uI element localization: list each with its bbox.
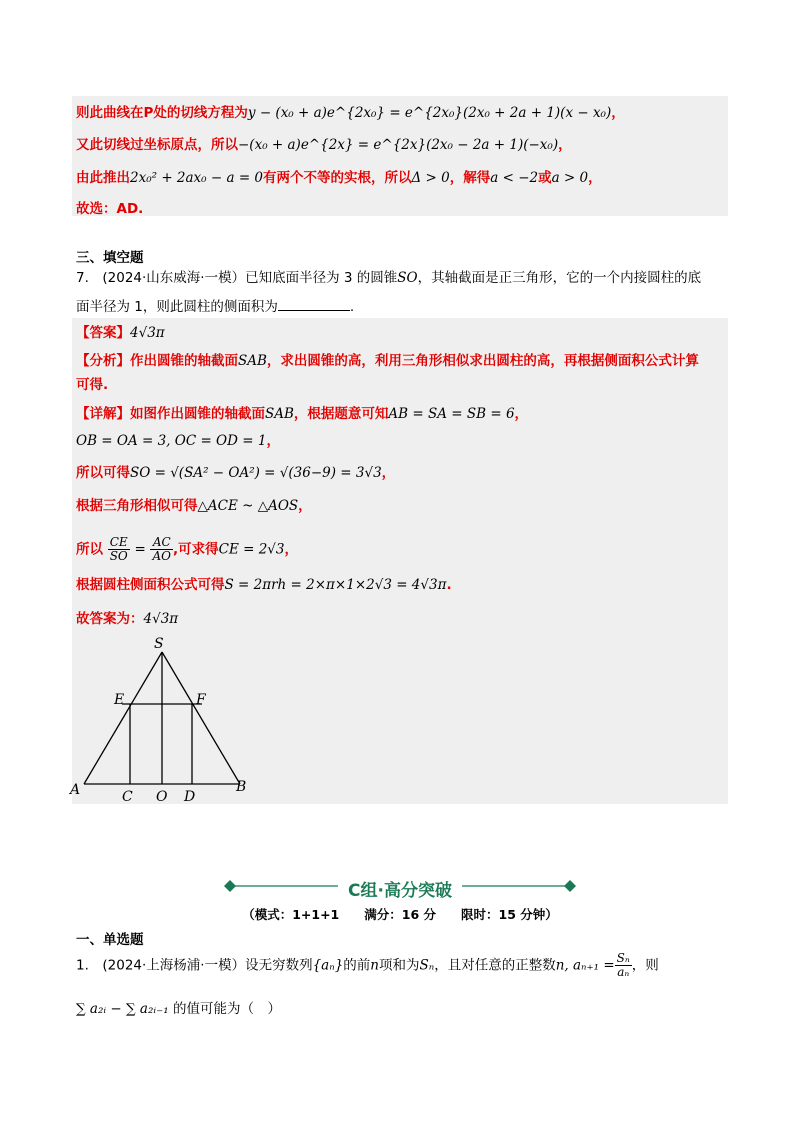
- side-lengths: AB = SA = SB = 6: [388, 406, 515, 422]
- punct: ，: [266, 433, 280, 449]
- final-answer-value: 4√3π: [143, 611, 179, 627]
- question-text: 的值可能为（ ）: [172, 1001, 281, 1017]
- cone-cross-section-figure: [68, 634, 268, 804]
- fraction-numerator: CE: [108, 536, 130, 550]
- fraction-denominator: AO: [152, 549, 171, 563]
- answer-choice: 故选：AD.: [76, 201, 144, 217]
- section-label: SAB: [238, 353, 267, 369]
- similar-triangles: △ACE ~ △AOS: [197, 498, 299, 514]
- punct: ，: [381, 465, 396, 481]
- fraction-denominator: SO: [109, 549, 128, 563]
- fraction-numerator: AC: [150, 536, 173, 550]
- point-label-a: A: [70, 782, 81, 798]
- solution-line-3: [76, 169, 602, 187]
- point-label-o: O: [156, 789, 168, 804]
- group-banner-title: C组·高分突破: [348, 881, 452, 901]
- edge-sa: [84, 652, 162, 784]
- punct: ，: [298, 498, 312, 514]
- punct: ，: [284, 541, 298, 558]
- question-text: 项和为: [379, 957, 420, 974]
- variable-n: n: [370, 957, 379, 974]
- sequence-symbol: {aₙ}: [312, 957, 344, 974]
- cone-label: SO: [397, 270, 418, 286]
- question-1-line-1: [76, 952, 659, 979]
- punct: .: [446, 577, 452, 593]
- punct: ，: [514, 406, 529, 422]
- lateral-area-formula: S = 2πrh = 2×π×1×2√3 = 4√3π: [224, 577, 447, 593]
- detail-text: ,可求得: [173, 541, 219, 558]
- detail-line-5: [76, 536, 298, 563]
- range-a-1: a < −2: [490, 170, 539, 186]
- punct: ，: [558, 137, 572, 153]
- solution-line-1: [76, 104, 625, 122]
- point-label-c: C: [122, 789, 133, 804]
- recurrence: n, aₙ₊₁ =: [555, 957, 615, 974]
- punct: .: [349, 299, 355, 315]
- analysis-text: 可得.: [76, 377, 109, 393]
- equals-sign: =: [134, 541, 146, 558]
- fraction-denominator: aₙ: [617, 965, 630, 979]
- tangent-equation: y − (x₀ + a)e^{2x₀} = e^{2x₀}(2x₀ + 2a + 1)(x − x₀): [247, 105, 612, 121]
- point-label-d: D: [184, 789, 196, 804]
- solution-text: ，解得: [449, 170, 491, 186]
- fraction-ac-ao: [150, 536, 173, 563]
- point-label-e: E: [114, 692, 125, 708]
- answer-label: 【答案】: [76, 325, 130, 341]
- analysis-text: ，求出圆锥的高，利用三角形相似求出圆柱的高，再根据侧面积公式计算: [266, 353, 699, 369]
- fraction-sn-an: [615, 952, 632, 979]
- fraction-ce-so: [108, 536, 130, 563]
- question-text: 1. (2024·上海杨浦·一模）设无穷数列: [76, 957, 313, 974]
- final-answer-line: [76, 610, 178, 628]
- discriminant: Δ > 0: [411, 170, 450, 186]
- analysis-line-1: [76, 352, 699, 370]
- punct: ，: [588, 170, 602, 186]
- origin-equation: −(x₀ + a)e^{2x} = e^{2x}(2x₀ − 2a + 1)(−x₀): [238, 137, 559, 153]
- section-title: 一、单选题: [76, 932, 144, 948]
- answer-blank[interactable]: [278, 296, 350, 311]
- section-label: SAB: [265, 406, 294, 422]
- solution-text: 由此推出: [76, 170, 130, 186]
- section-title: 三、填空题: [76, 250, 144, 266]
- detail-line-1: [76, 405, 528, 423]
- solution-line-2: [76, 136, 572, 154]
- detail-text: 如图作出圆锥的轴截面: [130, 406, 265, 422]
- answer-value: 4√3π: [130, 325, 165, 341]
- range-a-2: a > 0: [551, 170, 589, 186]
- edge-sb: [162, 652, 240, 784]
- punct: ，: [611, 105, 625, 121]
- solution-line-4: [76, 200, 143, 218]
- fraction-numerator: Sₙ: [616, 951, 630, 965]
- partial-sum: Sₙ: [419, 957, 435, 974]
- sum-expression: ∑ a₂ᵢ − ∑ a₂ᵢ₋₁: [76, 1001, 169, 1017]
- quadratic-equation: 2x₀² + 2ax₀ − a = 0: [130, 170, 264, 186]
- detail-line-3: [76, 464, 395, 482]
- solution-text: 则此曲线在P处的切线方程为: [76, 105, 248, 121]
- question-1-line-2: [76, 1000, 281, 1018]
- question-text: 的前: [343, 957, 371, 974]
- ce-value: CE = 2√3: [218, 541, 285, 558]
- point-label-s: S: [154, 636, 164, 652]
- detail-line-4: [76, 497, 312, 515]
- question-text: 面半径为 1，则此圆柱的侧面积为: [76, 299, 278, 315]
- question-7-line-2: [76, 296, 354, 316]
- detail-text: 根据圆柱侧面积公式可得: [76, 577, 225, 593]
- final-answer-label: 故答案为：: [76, 611, 144, 627]
- solution-text: 或: [538, 170, 552, 186]
- solution-text: 有两个不等的实根，所以: [263, 170, 412, 186]
- solution-text: 又此切线过坐标原点，所以: [76, 137, 238, 153]
- answer-line: [76, 324, 165, 342]
- detail-line-2: [76, 432, 280, 450]
- detail-text: 所以可得: [76, 465, 130, 481]
- analysis-line-2: [76, 376, 108, 394]
- detail-label: 【详解】: [76, 406, 130, 422]
- detail-text: ，根据题意可知: [293, 406, 389, 422]
- point-label-b: B: [236, 779, 247, 795]
- point-label-f: F: [196, 692, 206, 708]
- analysis-label: 【分析】: [76, 353, 130, 369]
- analysis-text: 作出圆锥的轴截面: [130, 353, 238, 369]
- radius-values: OB = OA = 3, OC = OD = 1: [76, 433, 267, 449]
- detail-text: 所以: [76, 541, 103, 558]
- detail-text: 根据三角形相似可得: [76, 498, 198, 514]
- question-text: 7. (2024·山东威海·一模）已知底面半径为 3 的圆锥: [76, 270, 398, 286]
- question-text: ，其轴截面是正三角形，它的一个内接圆柱的底: [417, 270, 702, 286]
- question-text: ，且对任意的正整数: [434, 957, 556, 974]
- question-7-line-1: [76, 269, 701, 287]
- exam-meta: （模式：1+1+1 满分：16 分 限时：15 分钟）: [242, 907, 558, 922]
- detail-line-6: [76, 576, 452, 594]
- question-text: ，则: [631, 957, 659, 974]
- height-formula: SO = √(SA² − OA²) = √(36−9) = 3√3: [130, 465, 382, 481]
